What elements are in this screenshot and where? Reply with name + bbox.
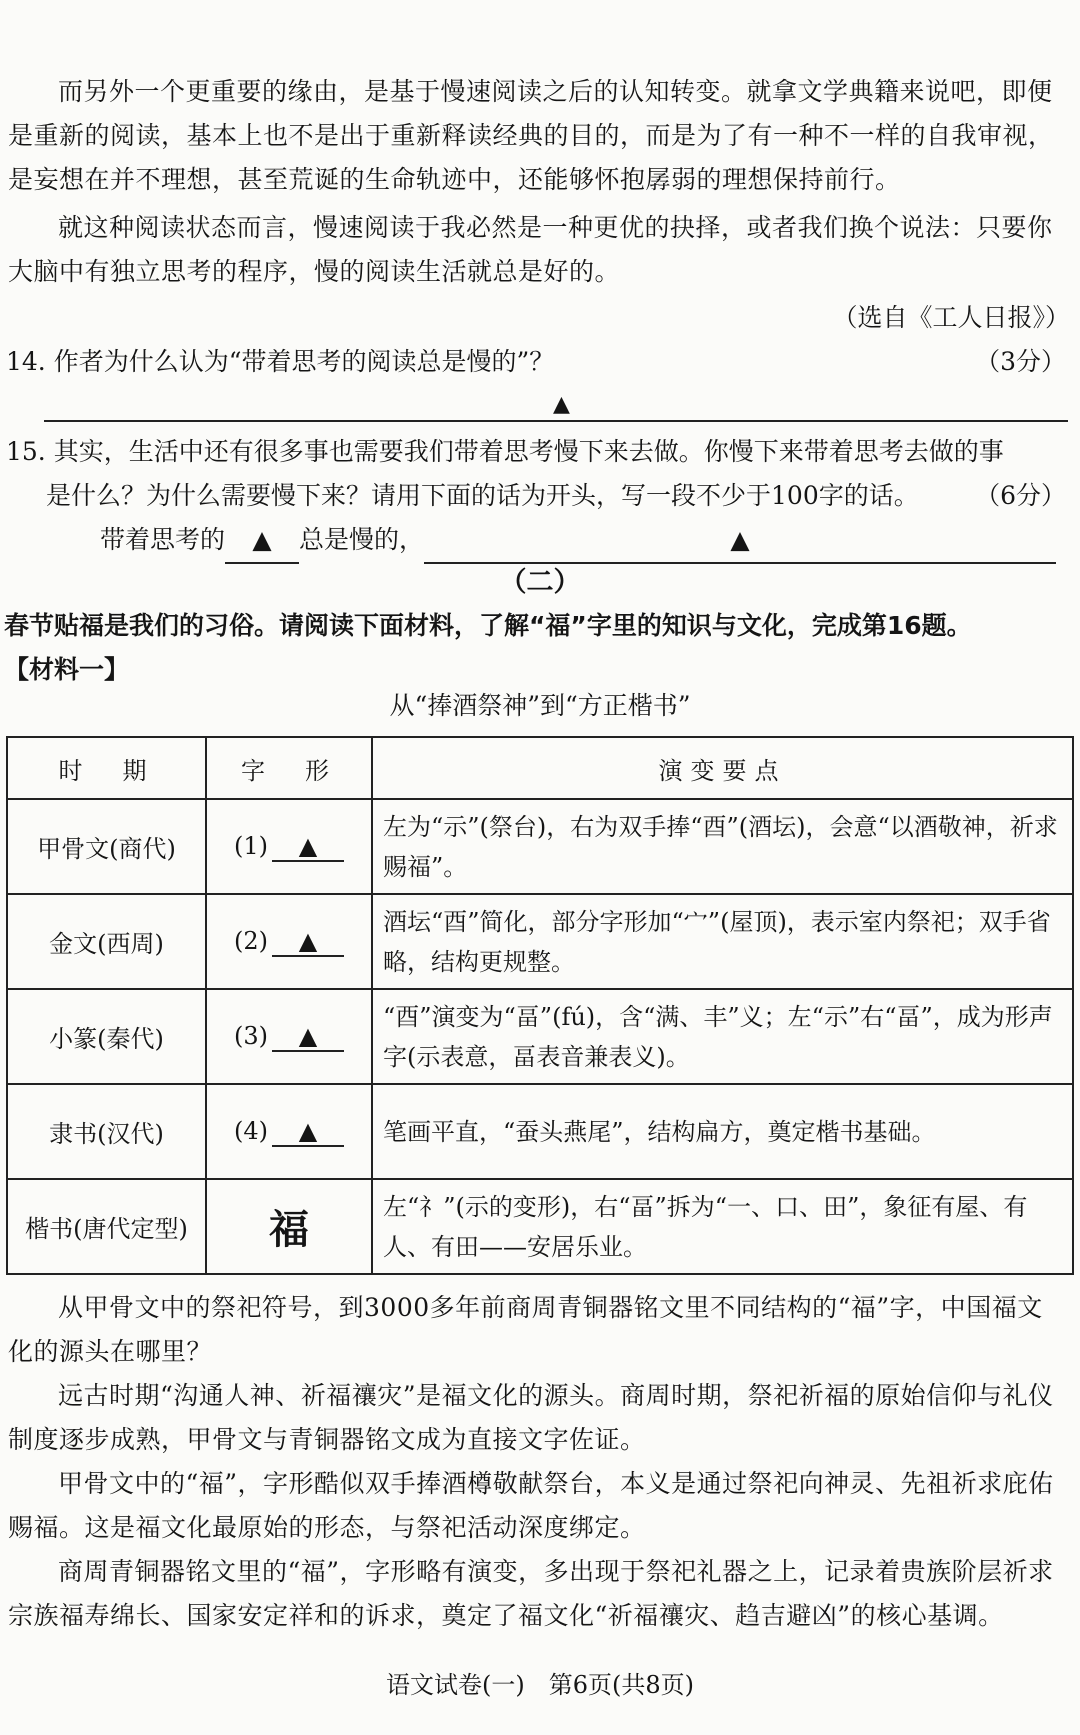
row-points: 笔画平直，“蚕头燕尾”，结构扁方，奠定楷书基础。 [372, 1084, 1073, 1179]
evolution-table [6, 736, 1074, 1275]
table-row [7, 799, 1073, 894]
table-row [7, 894, 1073, 989]
glyph-blank-line[interactable] [272, 832, 344, 862]
question-15-blank-1[interactable] [225, 518, 299, 564]
question-14-answer-line[interactable] [44, 420, 1068, 422]
question-15-score: （6分） [975, 481, 1066, 510]
row-glyph-blank[interactable] [206, 989, 372, 1084]
row-glyph-number: (3) [234, 1021, 268, 1050]
row-points: 酒坛“酉”简化，部分字形加“宀”(屋顶)，表示室内祭祀；双手省略，结构更规整。 [372, 894, 1073, 989]
row-period: 小篆(秦代) [7, 989, 206, 1084]
section-intro: 春节贴福是我们的习俗。请阅读下面材料，了解“福”字里的知识与文化，完成第16题。 [4, 611, 972, 640]
material-paragraph-1: 从甲骨文中的祭祀符号，到3000多年前商周青铜器铭文里不同结构的“福”字，中国福文化的源头在哪里？ [8, 1293, 1043, 1366]
row-glyph-number: (1) [234, 831, 268, 860]
glyph-blank-line[interactable] [272, 1022, 344, 1052]
header-points: 演变要点 [372, 737, 1073, 799]
row-glyph-blank[interactable] [206, 1084, 372, 1179]
material-paragraph-4: 商周青铜器铭文里的“福”，字形略有演变，多出现于祭祀礼器之上，记录着贵族阶层祈求宗族福寿绵长、国家安定祥和的诉求，奠定了福文化“祈福禳灾、趋吉避凶”的核心基调。 [8, 1557, 1054, 1630]
question-15 [6, 430, 1070, 564]
glyph-blank-line[interactable] [272, 1117, 344, 1147]
material-paragraph-2: 远古时期“沟通人神、祈福禳灾”是福文化的源头。商周时期，祭祀祈福的原始信仰与礼仪制度逐步成熟，甲骨文与青铜器铭文成为直接文字佐证。 [8, 1381, 1054, 1454]
row-glyph-blank[interactable] [206, 799, 372, 894]
header-glyph: 字 形 [206, 737, 372, 799]
row-points: 左“礻”(示的变形)，右“畐”拆为“一、口、田”，象征有屋、有人、有田——安居乐业。 [372, 1179, 1073, 1274]
header-period: 时 期 [7, 737, 206, 799]
page-footer: 语文试卷(一) 第6页(共8页) [386, 1671, 694, 1699]
question-15-prompt-a: 带着思考的 [100, 525, 226, 554]
table-header-row [7, 737, 1073, 799]
question-14-text: 14. 作者为什么认为“带着思考的阅读总是慢的”？ [6, 347, 555, 376]
material-paragraph-3: 甲骨文中的“福”，字形酷似双手捧酒樽敬献祭台，本义是通过祭祀向神灵、先祖祈求庇佑赐福。这是福文化最原始的形态，与祭祀活动深度绑定。 [8, 1469, 1054, 1542]
table-row [7, 1084, 1073, 1179]
row-glyph-blank[interactable] [206, 894, 372, 989]
answer-mark-icon: ▲ [298, 1116, 318, 1145]
glyph-blank-line[interactable] [272, 927, 344, 957]
section-title: （二） [499, 567, 581, 598]
answer-mark-icon: ▲ [252, 525, 272, 554]
row-period: 隶书(汉代) [7, 1084, 206, 1179]
question-15-prompt-b: 总是慢的， [299, 525, 425, 554]
row-period: 甲骨文(商代) [7, 799, 206, 894]
passage-paragraph-2: 就这种阅读状态而言，慢速阅读于我必然是一种更优的抉择，或者我们换个说法：只要你大脑中有独立思考的程序，慢的阅读生活就总是好的。 [8, 213, 1053, 286]
row-points: 左为“示”(祭台)，右为双手捧“酉”(酒坛)，会意“以酒敬神，祈求赐福”。 [372, 799, 1073, 894]
row-points: “酉”演变为“畐”(fú)，含“满、丰”义；左“示”右“畐”，成为形声字(示表意，畐表音兼表义)。 [372, 989, 1073, 1084]
passage-paragraph-1: 而另外一个更重要的缘由，是基于慢速阅读之后的认知转变。就拿文学典籍来说吧，即便是重新的阅读，基本上也不是出于重新释读经典的目的，而是为了有一种不一样的自我审视，是妄想在并不理想，甚至荒诞的生命轨迹中，还能够怀抱孱弱的理想保持前行。 [8, 77, 1054, 194]
answer-mark-icon: ▲ [730, 525, 750, 554]
answer-mark-icon: ▲ [298, 1021, 318, 1050]
answer-mark-icon: ▲ [298, 926, 318, 955]
question-14 [6, 340, 1070, 384]
passage-source: （选自《工人日报》） [832, 303, 1070, 332]
table-row [7, 989, 1073, 1084]
question-15-blank-2[interactable] [424, 518, 1056, 564]
row-glyph [206, 1179, 372, 1274]
row-period: 金文(西周) [7, 894, 206, 989]
answer-mark-icon: ▲ [298, 831, 318, 860]
table-title: 从“捧酒祭神”到“方正楷书” [389, 691, 691, 720]
table-row [7, 1179, 1073, 1274]
question-15-line-1: 15. 其实，生活中还有很多事也需要我们带着思考慢下来去做。你慢下来带着思考去做的事 [6, 437, 1004, 466]
row-period: 楷书(唐代定型) [7, 1179, 206, 1274]
question-15-prompt [6, 518, 1070, 564]
question-15-line-2: 是什么？为什么需要慢下来？请用下面的话为开头，写一段不少于100字的话。 [46, 481, 919, 510]
question-14-score: （3分） [975, 347, 1066, 376]
material-label: 【材料一】 [4, 655, 130, 684]
row-glyph-number: (2) [234, 926, 268, 955]
row-glyph-number: (4) [234, 1116, 268, 1145]
fu-character: 福 [269, 1206, 309, 1253]
answer-mark-icon: ▲ [553, 392, 570, 417]
